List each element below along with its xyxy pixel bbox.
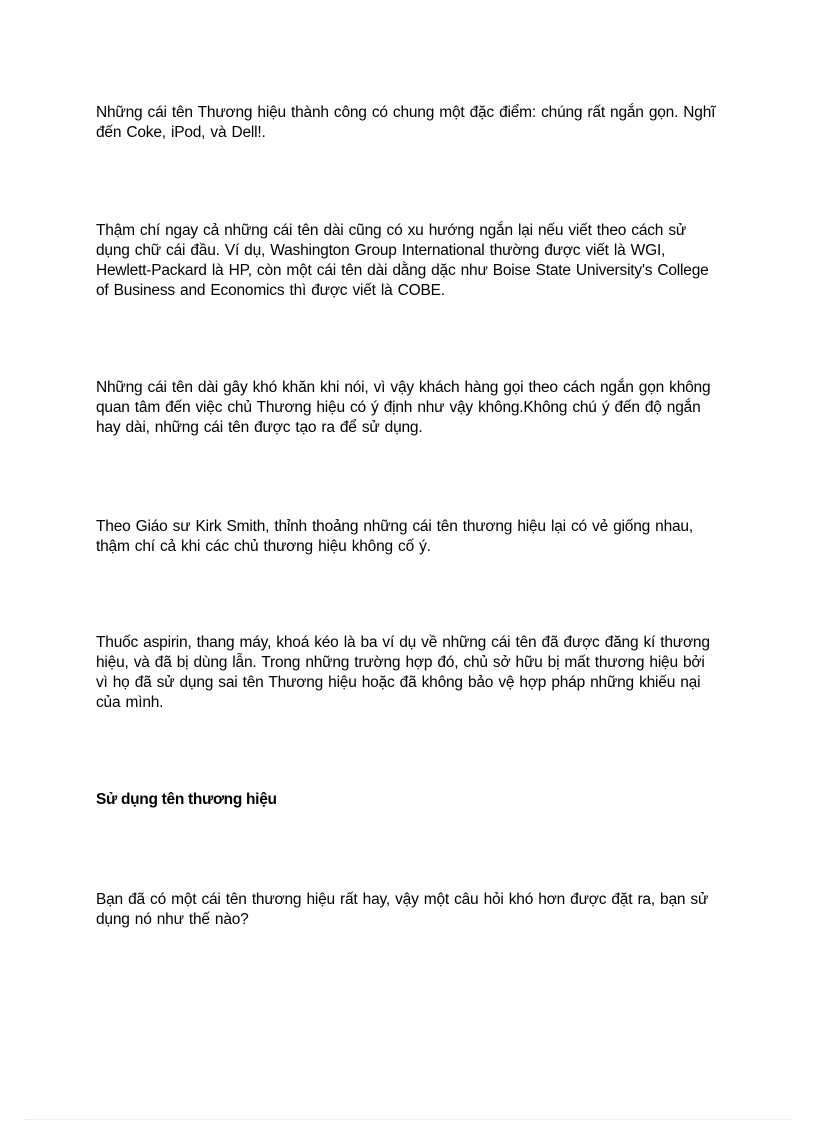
section-heading: Sử dụng tên thương hiệu [96, 791, 277, 808]
paragraph-long-names-difficulty: Những cái tên dài gây khó khăn khi nói, vì vậy khách hàng gọi theo cách ngắn gọn không quan tâm đến việc chủ Thương hiệu có ý định như vậy không.Không chú ý đến độ ngắn hay dài, những cái tên được tạo ra để sử dụng. [96, 379, 711, 436]
paragraph-short-brand-names: Những cái tên Thương hiệu thành công có chung một đặc điểm: chúng rất ngắn gọn. Nghĩ đến Coke, iPod, và Dell!. [96, 104, 716, 141]
page-bottom-divider [24, 1119, 792, 1120]
paragraph-acronym-names: Thậm chí ngay cả những cái tên dài cũng có xu hướng ngắn lại nếu viết theo cách sử dụng chữ cái đầu. Ví dụ, Washington Group International thường được viết là WGI, Hewlett-Packard là HP, còn một cái tên dài dằng dặc như Boise State University's College of Business and Economics thì được viết là COBE. [96, 222, 709, 299]
paragraph-lost-trademarks: Thuốc aspirin, thang máy, khoá kéo là ba ví dụ về những cái tên đã được đăng kí thương hiệu, và đã bị dùng lẫn. Trong những trường hợp đó, chủ sở hữu bị mất thương hiệu bởi vì họ đã sử dụng sai tên Thương hiệu hoặc đã không bảo vệ hợp pháp những khiếu nại của mình. [96, 634, 710, 711]
paragraph-similar-names: Theo Giáo sư Kirk Smith, thỉnh thoảng những cái tên thương hiệu lại có vẻ giống nhau, thậm chí cả khi các chủ thương hiệu không cố ý. [96, 518, 693, 555]
paragraph-closing-question: Bạn đã có một cái tên thương hiệu rất hay, vậy một câu hỏi khó hơn được đặt ra, bạn sử dụng nó như thế nào? [96, 891, 709, 928]
